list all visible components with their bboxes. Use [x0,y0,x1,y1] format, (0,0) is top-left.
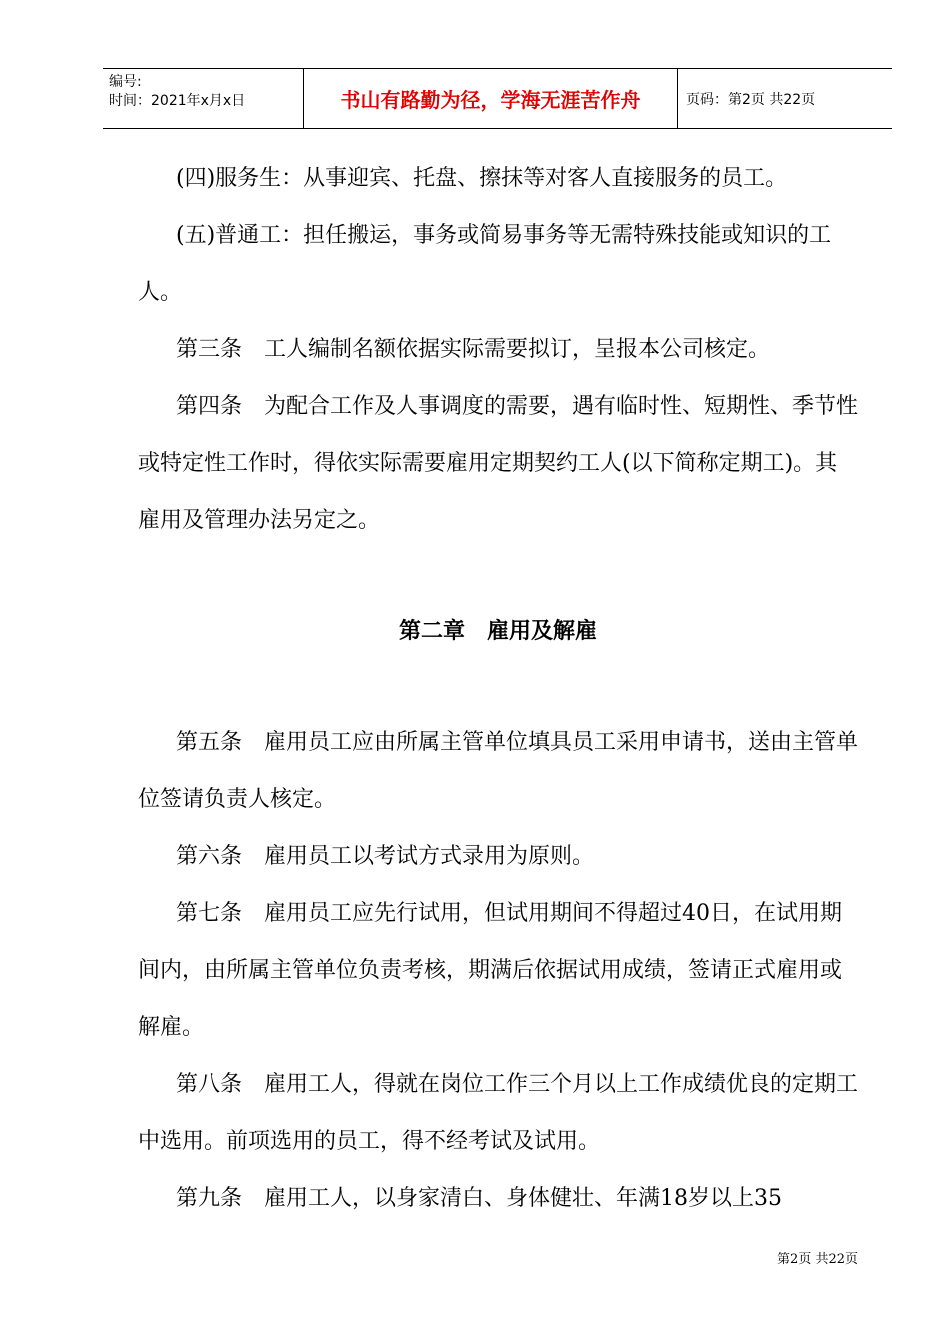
paragraph: (五)普通工：担任搬运，事务或简易事务等无需特殊技能或知识的工人。 [138,223,832,305]
paragraph: 第九条 雇用工人，以身家清白、身体健壮、年满18岁以上35 [176,1186,782,1211]
paragraph: 第六条 雇用员工以考试方式录用为原则。 [176,844,595,869]
paragraph: 第七条 雇用员工应先行试用，但试用期间不得超过40日，在试用期间内，由所属主管单位负责考核，期满后依据试用成绩，签请正式雇用或解雇。 [138,901,843,1040]
header-meta [103,69,304,128]
header-motto: 书山有路勤为径，学海无涯苦作舟 [304,69,678,128]
page-header [103,68,892,129]
page-footer: 第2页 共22页 [777,1252,858,1267]
paragraph: 第四条 为配合工作及人事调度的需要，遇有临时性、短期性、季节性或特定性工作时，得依实际需要雇用定期契约工人(以下简称定期工)。其雇用及管理办法另定之。 [138,394,859,533]
paragraph: 第三条 工人编制名额依据实际需要拟订，呈报本公司核定。 [176,337,771,362]
chapter-title: 第二章 雇用及解雇 [398,619,597,644]
paragraph: (四)服务生：从事迎宾、托盘、擦抹等对客人直接服务的员工。 [176,166,788,191]
header-page-code: 页码：第2页 共22页 [686,91,816,108]
time-label: 时间：2021年x月x日 [109,93,246,109]
paragraph: 第八条 雇用工人，得就在岗位工作三个月以上工作成绩优良的定期工中选用。前项选用的员工，得不经考试及试用。 [138,1072,859,1154]
document-body [138,150,858,1227]
serial-label: 编号: [109,74,142,90]
paragraph: 第五条 雇用员工应由所属主管单位填具员工采用申请书，送由主管单位签请负责人核定。 [138,730,859,812]
